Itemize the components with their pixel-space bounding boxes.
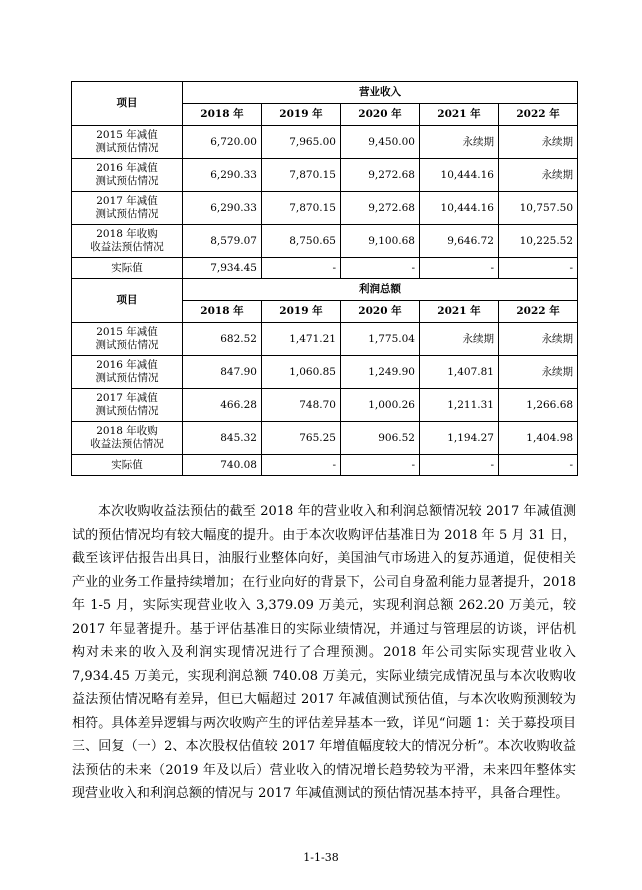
table-cell: 永续期 bbox=[499, 356, 578, 389]
table-cell: 10,444.16 bbox=[420, 192, 499, 225]
table-cell: 永续期 bbox=[420, 126, 499, 159]
table-cell: 7,934.45 bbox=[183, 258, 262, 279]
year-header: 2021 年 bbox=[420, 104, 499, 126]
year-header: 2020 年 bbox=[341, 301, 420, 323]
table-row bbox=[72, 389, 578, 422]
table-cell: 466.28 bbox=[183, 389, 262, 422]
table-cell: 9,100.68 bbox=[341, 225, 420, 258]
table-cell: 9,272.68 bbox=[341, 159, 420, 192]
table-cell: 1,060.85 bbox=[262, 356, 341, 389]
table-cell: 9,272.68 bbox=[341, 192, 420, 225]
table-row bbox=[72, 422, 578, 455]
table-row bbox=[72, 258, 578, 279]
table-row bbox=[72, 356, 578, 389]
analysis-paragraph: 本次收购收益法预估的截至 2018 年的营业收入和利润总额情况较 2017 年减值测试的预估情况均有较大幅度的提升。由于本次收购评估基准日为 2018 年 5 月 31 日，截至该评估报告出具日，油服行业整体向好，美国油气市场进入的复苏通道，促使相关产业的业务工作量持续增加；在行业向好的背景下，公司自身盈利能力显著提升，2018 年 1-5 月，实际实现营业收入 3,379.09 万美元，实现利润总额 262.20 万美元，较 2017 年显著提升。基于评估基准日的实际业绩情况，并通过与管理层的访谈，评估机构对未来的收入及利润实现情况进行了合理预测。2018 年公司实际实现营业收入 7,934.45 万美元，实现利润总额 740.08 万美元，实际业绩完成情况虽与本次收购收益法预估情况略有差异，但已大幅超过 2017 年减值测试预估值，与本次收购预测较为相符。具体差异逻辑与两次收购产生的评估差异基本一致，详见“问题 1：关于募投项目三、回复（一）2、本次股权估值较 2017 年增值幅度较大的情况分析”。本次收购收益法预估的未来（2019 年及以后）营业收入的情况增长趋势较为平滑，未来四年整体实现营业收入和利润总额的情况与 2017 年减值测试的预估情况基本持平，具备合理性。 bbox=[72, 504, 576, 801]
row-label: 2016 年减值 测试预估情况 bbox=[72, 159, 183, 192]
table-cell: 7,965.00 bbox=[262, 126, 341, 159]
table-cell: 永续期 bbox=[499, 159, 578, 192]
financial-comparison-table bbox=[71, 81, 578, 476]
table-row bbox=[72, 323, 578, 356]
revenue-group-header: 营业收入 bbox=[183, 82, 578, 104]
table-cell: - bbox=[420, 455, 499, 476]
row-label: 2018 年收购 收益法预估情况 bbox=[72, 422, 183, 455]
table-cell: 6,720.00 bbox=[183, 126, 262, 159]
table-cell: 1,266.68 bbox=[499, 389, 578, 422]
row-label: 2016 年减值 测试预估情况 bbox=[72, 356, 183, 389]
page-number: 1-1-38 bbox=[303, 851, 339, 864]
table-cell: 8,750.65 bbox=[262, 225, 341, 258]
table-cell: 1,249.90 bbox=[341, 356, 420, 389]
table-cell: 永续期 bbox=[499, 126, 578, 159]
table-cell: - bbox=[341, 258, 420, 279]
row-label: 2015 年减值 测试预估情况 bbox=[72, 126, 183, 159]
year-header: 2019 年 bbox=[262, 301, 341, 323]
table-cell: - bbox=[420, 258, 499, 279]
table-cell: 1,211.31 bbox=[420, 389, 499, 422]
table-cell: - bbox=[262, 258, 341, 279]
row-label: 实际值 bbox=[72, 258, 183, 279]
row-label: 2018 年收购 收益法预估情况 bbox=[72, 225, 183, 258]
year-header: 2022 年 bbox=[499, 301, 578, 323]
table-cell: 1,471.21 bbox=[262, 323, 341, 356]
table-row bbox=[72, 126, 578, 159]
year-header: 2018 年 bbox=[183, 104, 262, 126]
table-cell: 永续期 bbox=[499, 323, 578, 356]
year-header: 2021 年 bbox=[420, 301, 499, 323]
year-header: 2018 年 bbox=[183, 301, 262, 323]
table-cell: 1,775.04 bbox=[341, 323, 420, 356]
row-label: 实际值 bbox=[72, 455, 183, 476]
table-cell: 9,646.72 bbox=[420, 225, 499, 258]
table-cell: 9,450.00 bbox=[341, 126, 420, 159]
table-cell: 1,194.27 bbox=[420, 422, 499, 455]
table-cell: 10,444.16 bbox=[420, 159, 499, 192]
table-cell: 10,757.50 bbox=[499, 192, 578, 225]
table-row bbox=[72, 225, 578, 258]
row-label: 2017 年减值 测试预估情况 bbox=[72, 389, 183, 422]
table-cell: 748.70 bbox=[262, 389, 341, 422]
table-cell: 1,404.98 bbox=[499, 422, 578, 455]
year-header: 2019 年 bbox=[262, 104, 341, 126]
project-header: 项目 bbox=[72, 279, 183, 323]
year-header: 2020 年 bbox=[341, 104, 420, 126]
table-cell: 10,225.52 bbox=[499, 225, 578, 258]
table-cell: 847.90 bbox=[183, 356, 262, 389]
table-row bbox=[72, 455, 578, 476]
table-cell: - bbox=[499, 258, 578, 279]
table-row bbox=[72, 192, 578, 225]
table-cell: 845.32 bbox=[183, 422, 262, 455]
project-header: 项目 bbox=[72, 82, 183, 126]
table-cell: 1,000.26 bbox=[341, 389, 420, 422]
year-header: 2022 年 bbox=[499, 104, 578, 126]
table-cell: - bbox=[262, 455, 341, 476]
table-cell: 永续期 bbox=[420, 323, 499, 356]
table-row bbox=[72, 159, 578, 192]
table-cell: 7,870.15 bbox=[262, 159, 341, 192]
table-cell: 6,290.33 bbox=[183, 159, 262, 192]
table-cell: 906.52 bbox=[341, 422, 420, 455]
table-cell: 7,870.15 bbox=[262, 192, 341, 225]
table-cell: - bbox=[499, 455, 578, 476]
row-label: 2017 年减值 测试预估情况 bbox=[72, 192, 183, 225]
profit-group-header: 利润总额 bbox=[183, 279, 578, 301]
table-cell: 6,290.33 bbox=[183, 192, 262, 225]
table-cell: 1,407.81 bbox=[420, 356, 499, 389]
table-cell: - bbox=[341, 455, 420, 476]
table-cell: 8,579.07 bbox=[183, 225, 262, 258]
table-cell: 765.25 bbox=[262, 422, 341, 455]
row-label: 2015 年减值 测试预估情况 bbox=[72, 323, 183, 356]
table-cell: 740.08 bbox=[183, 455, 262, 476]
table-cell: 682.52 bbox=[183, 323, 262, 356]
